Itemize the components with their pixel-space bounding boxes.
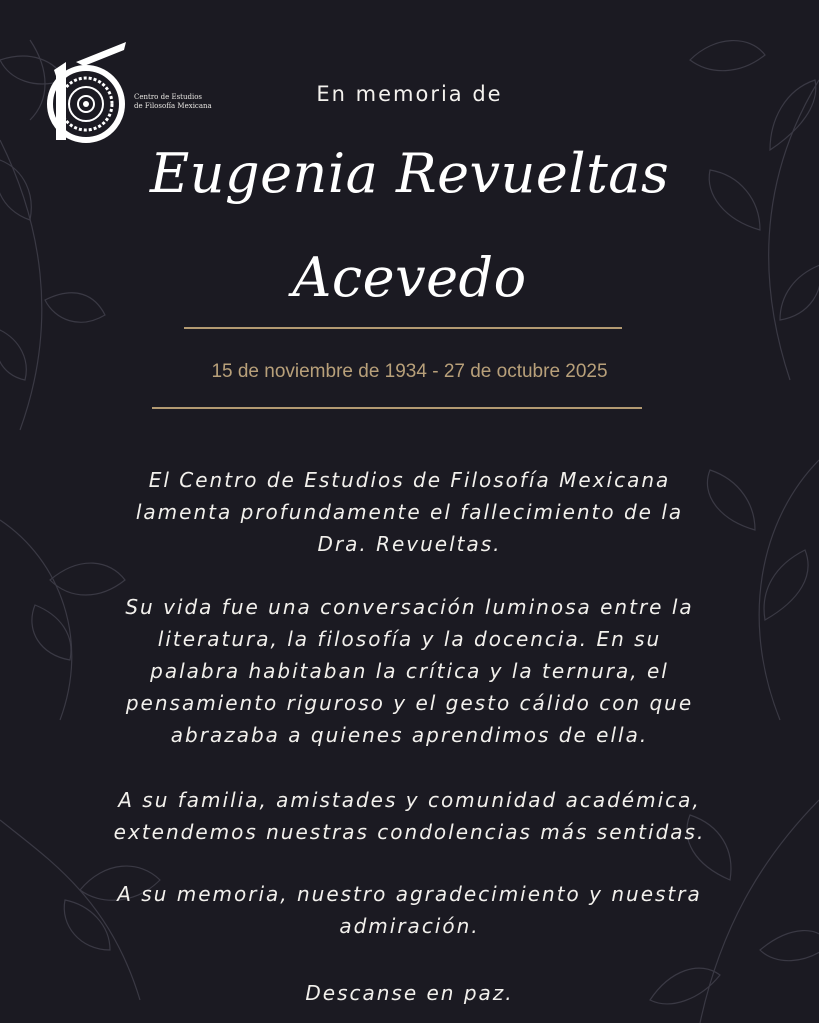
paragraph-line: A su familia, amistades y comunidad académica, [118,788,701,812]
paragraph-line: literatura, la filosofía y la docencia. En su [157,627,662,651]
divider-bottom [152,407,642,409]
paragraph-line: A su memoria, nuestro agradecimiento y nuestra [117,882,702,906]
honoree-name-line1: Eugenia Revueltas [149,142,670,205]
paragraph-line: Dra. Revueltas. [317,532,502,556]
paragraph-line: admiración. [339,914,480,938]
paragraph-line: pensamiento riguroso y el gesto cálido con que [125,691,694,715]
honoree-name-line2: Acevedo [292,246,527,309]
paragraph-family [60,784,759,848]
paragraph-line: Su vida fue una conversación luminosa entre la [125,595,694,619]
institution-name-line1: Centro de Estudios [134,93,203,101]
institution-name-line2: de Filosofía Mexicana [134,102,212,110]
paragraph-line: abrazaba a quienes aprendimos de ella. [170,723,649,747]
divider-top [184,327,622,329]
life-dates: 15 de noviembre de 1934 - 27 de octubre 2025 [211,361,608,382]
paragraph-line: palabra habitaban la crítica y la ternura, el [150,659,669,683]
paragraph-line: Descanse en paz. [305,981,514,1005]
closing-line [60,977,759,1009]
intro-heading: En memoria de [316,82,503,106]
paragraph-line: El Centro de Estudios de Filosofía Mexicana [148,468,671,492]
paragraph-condolence [60,464,759,560]
paragraph-memory [60,878,759,942]
paragraph-line: lamenta profundamente el fallecimiento de la [135,500,684,524]
paragraph-tribute [60,591,759,751]
logo-five-stroke [76,42,126,66]
paragraph-line: extendemos nuestras condolencias más sentidas. [113,820,706,844]
